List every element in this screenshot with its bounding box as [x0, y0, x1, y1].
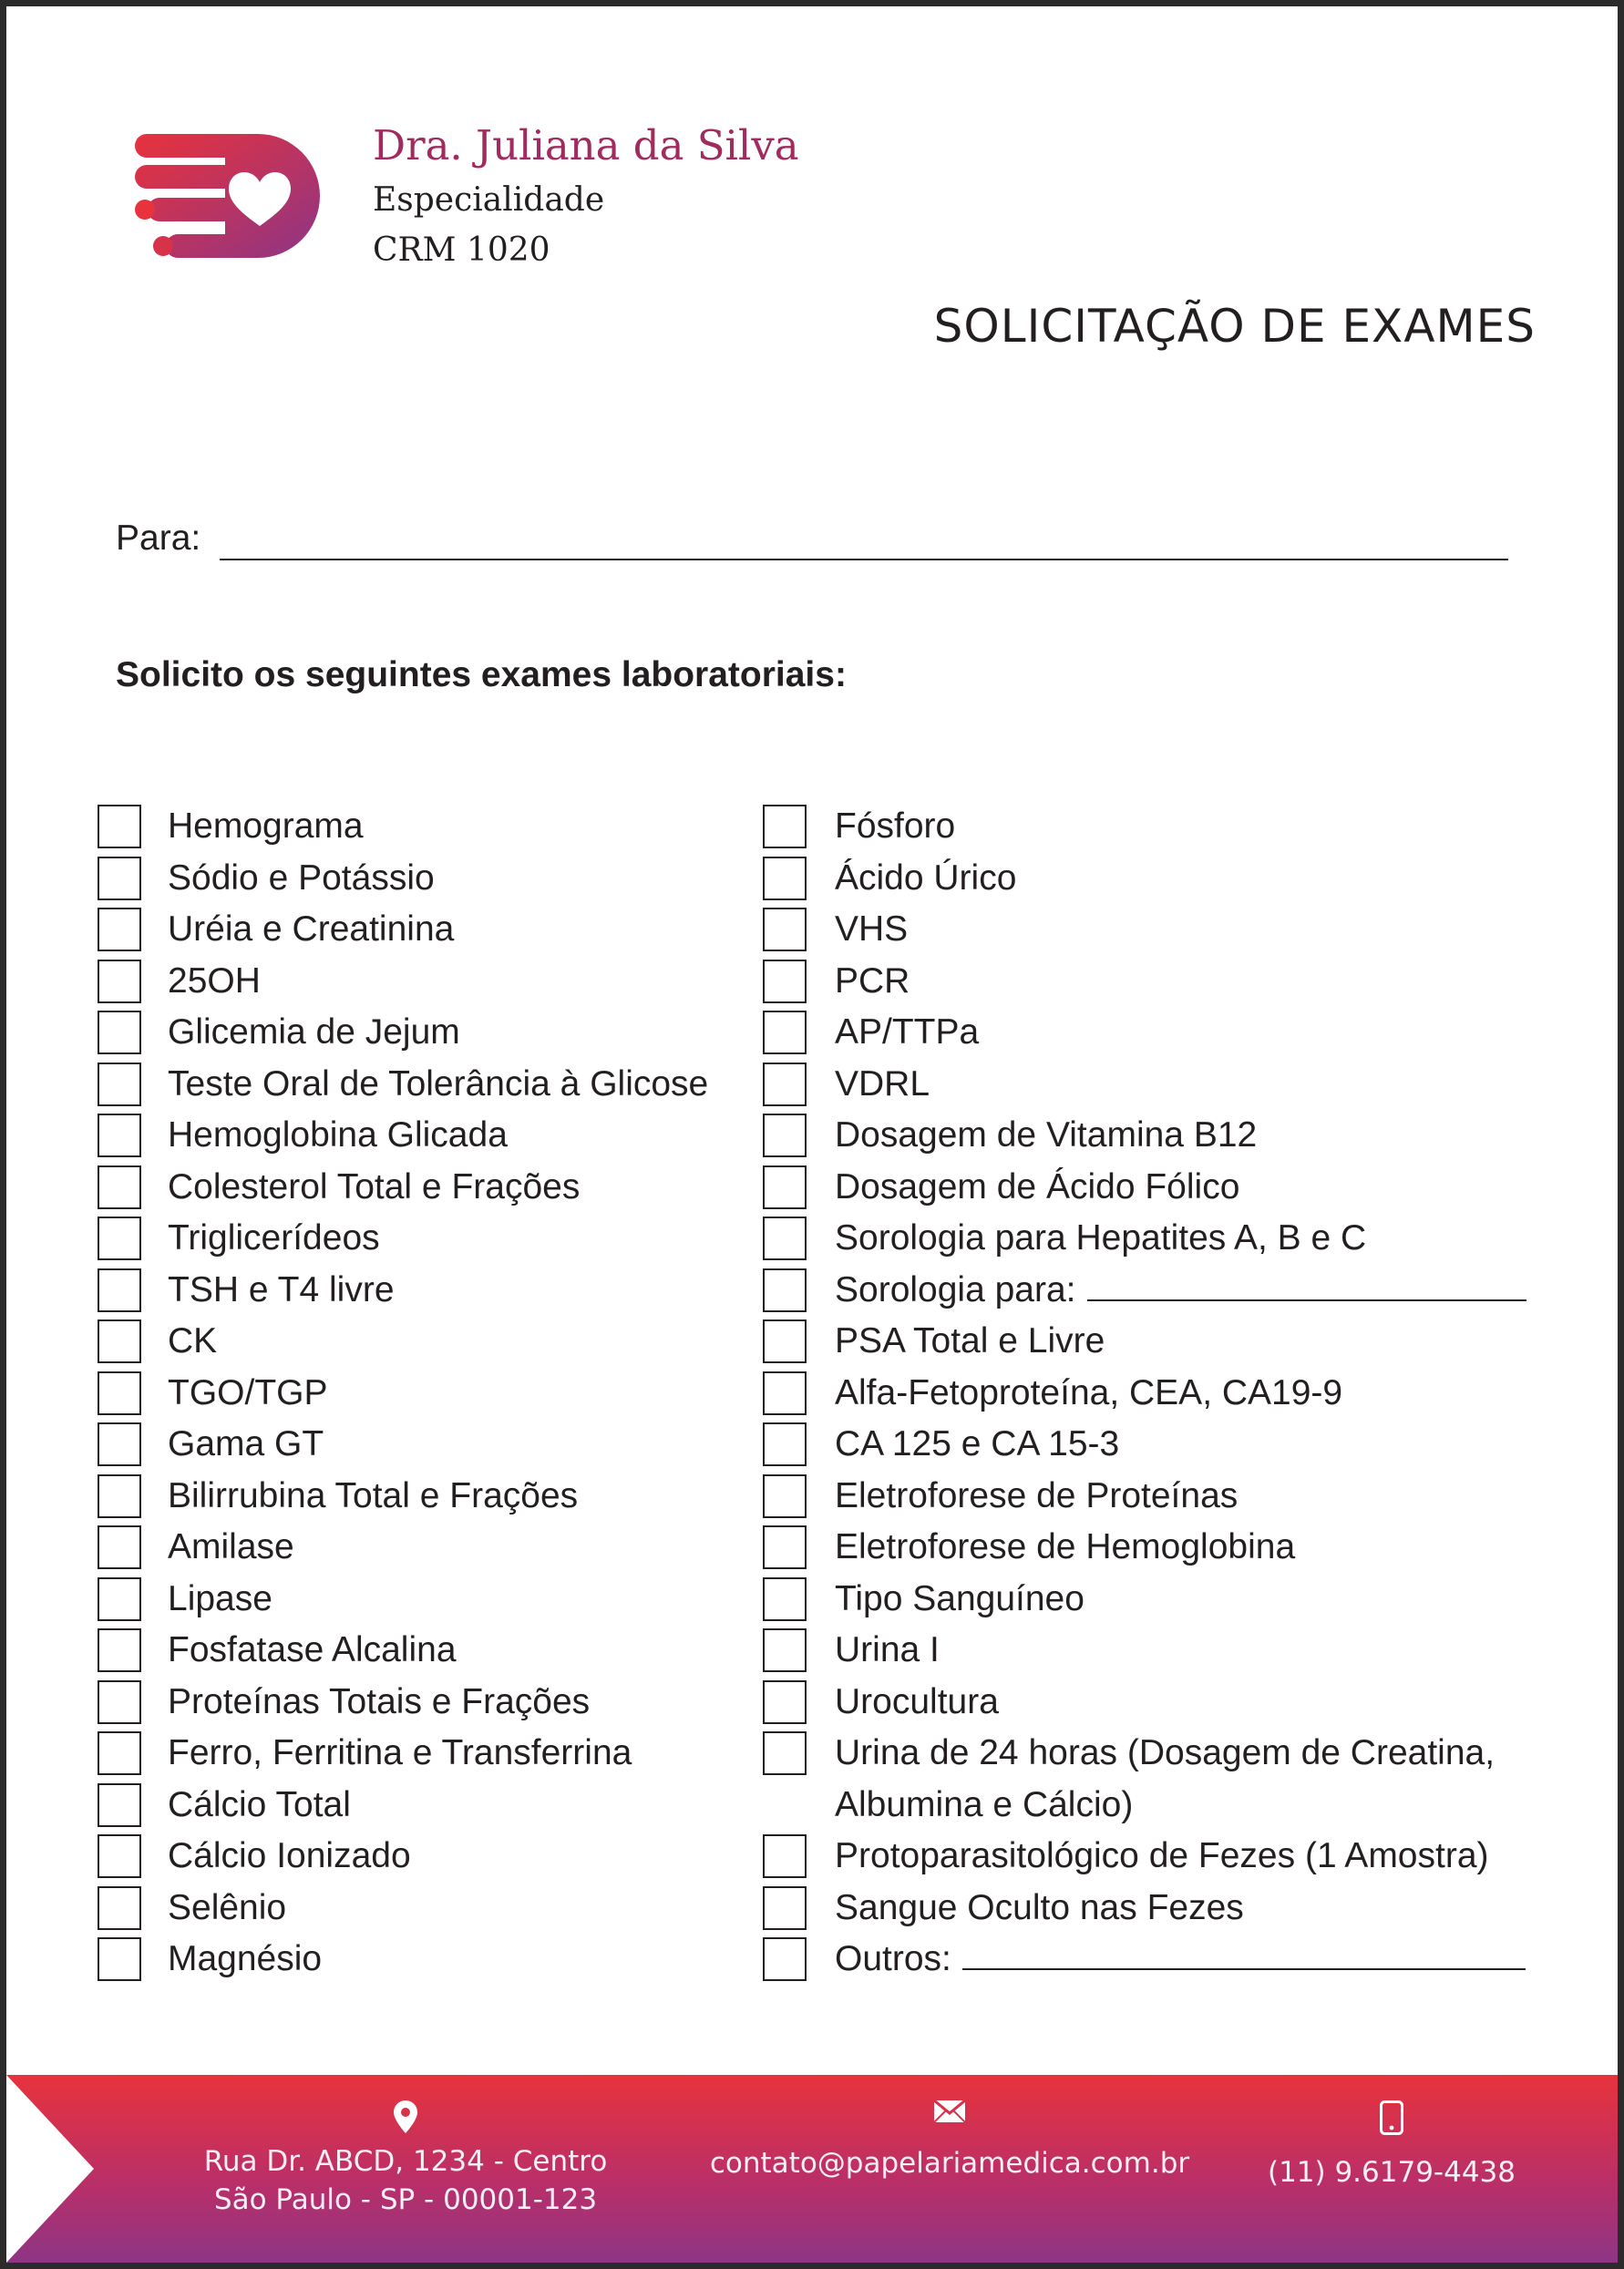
exam-checkbox[interactable] [763, 1165, 807, 1209]
exam-label: Alfa-Fetoproteína, CEA, CA19-9 [835, 1372, 1343, 1412]
location-pin-icon [394, 2100, 417, 2133]
exam-checkbox[interactable] [98, 1937, 141, 1981]
exam-label: Sangue Oculto nas Fezes [835, 1887, 1244, 1927]
exam-label: Eletroforese de Hemoglobina [835, 1527, 1296, 1566]
exam-checkbox[interactable] [763, 1063, 807, 1106]
phone-text[interactable]: (11) 9.6179-4438 [1267, 2156, 1516, 2189]
exam-label: Urina I [835, 1630, 940, 1669]
exam-label: Sódio e Potássio [168, 857, 435, 898]
exam-label: Eletroforese de Proteínas [835, 1475, 1239, 1515]
exam-checkbox[interactable] [763, 1474, 807, 1518]
exam-checkbox[interactable] [98, 1628, 141, 1672]
outros-blank-field[interactable] [962, 1968, 1526, 1970]
exam-label: 25OH [168, 960, 261, 1001]
doctor-name: Dra. Juliana da Silva [373, 121, 799, 169]
exam-checkbox[interactable] [763, 1217, 807, 1260]
exam-checkbox[interactable] [763, 1371, 807, 1415]
exam-label: Uréia e Creatinina [168, 909, 455, 949]
exam-label [835, 1265, 1526, 1317]
exam-label: Bilirrubina Total e Frações [168, 1475, 579, 1515]
exam-checkbox[interactable] [98, 1886, 141, 1930]
exam-checkbox[interactable] [98, 857, 141, 900]
exam-label: Protoparasitológico de Fezes (1 Amostra) [835, 1836, 1489, 1875]
exam-checkbox[interactable] [98, 1834, 141, 1878]
exam-label-line-1: Urina de 24 horas (Dosagem de Creatina, [835, 1733, 1496, 1772]
exam-checkbox[interactable] [98, 1371, 141, 1415]
exam-label: Dosagem de Vitamina B12 [835, 1115, 1258, 1155]
exam-label: Fósforo [835, 806, 956, 846]
email-text[interactable]: contato@papelariamedica.com.br [709, 2147, 1190, 2180]
exam-label: Cálcio Ionizado [168, 1836, 411, 1875]
heart-logo-icon [134, 134, 322, 258]
footer-address [196, 2100, 615, 2219]
exam-checkbox[interactable] [763, 1011, 807, 1054]
exam-label: AP/TTPa [835, 1012, 980, 1052]
exam-label: PSA Total e Livre [835, 1321, 1105, 1360]
exam-label: Amilase [168, 1527, 294, 1566]
exam-checkbox[interactable] [763, 1680, 807, 1724]
exam-label-line-2: Albumina e Cálcio) [835, 1784, 1134, 1824]
exam-label: Proteínas Totais e Frações [168, 1681, 591, 1721]
exam-checkbox[interactable] [763, 1731, 807, 1775]
exam-label: Teste Oral de Tolerância à Glicose [168, 1063, 709, 1104]
document-title: SOLICITAÇÃO DE EXAMES [933, 300, 1536, 353]
exam-checkbox[interactable] [763, 1834, 807, 1878]
exam-label: VHS [835, 909, 909, 949]
footer-bar [6, 2075, 1618, 2263]
exam-label: Urocultura [835, 1681, 999, 1721]
exam-label: VDRL [835, 1063, 930, 1104]
footer-phone [1264, 2100, 1519, 2192]
exam-label: Gama GT [168, 1424, 324, 1463]
exam-checkbox[interactable] [98, 908, 141, 951]
exam-checkbox[interactable] [98, 1165, 141, 1209]
footer-email [708, 2100, 1191, 2182]
exam-checkbox[interactable] [98, 1577, 141, 1621]
exam-label: CA 125 e CA 15-3 [835, 1424, 1120, 1463]
exam-label: Lipase [168, 1578, 272, 1618]
exam-label: Triglicerídeos [168, 1218, 380, 1258]
exam-checkbox[interactable] [98, 1525, 141, 1569]
doctor-crm: CRM 1020 [373, 231, 550, 269]
exam-label: Selênio [168, 1887, 287, 1927]
footer-arrow-notch [6, 2075, 94, 2263]
exam-checkbox[interactable] [98, 1783, 141, 1827]
exam-checkbox[interactable] [98, 1217, 141, 1260]
exam-checkbox[interactable] [763, 1525, 807, 1569]
exam-checkbox[interactable] [763, 1937, 807, 1981]
exam-label: TSH e T4 livre [168, 1269, 395, 1309]
exam-checkbox[interactable] [763, 960, 807, 1003]
doctor-specialty: Especialidade [373, 181, 605, 219]
exam-label: Hemoglobina Glicada [168, 1115, 508, 1155]
exam-label [835, 1934, 1526, 1986]
sorologia-blank-field[interactable] [1087, 1299, 1526, 1301]
intro-text: Solicito os seguintes exames laboratoriais: [116, 655, 847, 694]
exam-checkbox[interactable] [98, 1474, 141, 1518]
recipient-label: Para: [116, 518, 201, 558]
exam-checkbox[interactable] [763, 857, 807, 900]
exam-checkbox[interactable] [98, 805, 141, 848]
exam-label: Tipo Sanguíneo [835, 1578, 1084, 1618]
exam-checkbox[interactable] [98, 1268, 141, 1312]
exam-checkbox[interactable] [763, 1628, 807, 1672]
exam-label [835, 1728, 1495, 1831]
exam-checkbox[interactable] [98, 960, 141, 1003]
exam-label: Fosfatase Alcalina [168, 1630, 457, 1669]
exam-label: CK [168, 1321, 218, 1360]
mobile-phone-icon [1380, 2100, 1403, 2135]
exam-checkbox[interactable] [763, 908, 807, 951]
exam-checkbox[interactable] [763, 1114, 807, 1157]
exam-label: Colesterol Total e Frações [168, 1166, 581, 1206]
sorologia-label: Sorologia para: [835, 1269, 1076, 1309]
exam-label: Glicemia de Jejum [168, 1012, 460, 1052]
exam-checkbox[interactable] [98, 1680, 141, 1724]
exam-checkbox[interactable] [98, 1114, 141, 1157]
exam-checkbox[interactable] [98, 1011, 141, 1054]
exam-checkbox[interactable] [763, 1886, 807, 1930]
exam-label: Cálcio Total [168, 1784, 351, 1824]
recipient-field[interactable] [220, 559, 1508, 560]
envelope-icon [934, 2100, 965, 2122]
exam-checkbox[interactable] [763, 1268, 807, 1312]
exam-label: Dosagem de Ácido Fólico [835, 1166, 1240, 1206]
exam-checkbox[interactable] [98, 1319, 141, 1363]
exam-label: Hemograma [168, 806, 364, 846]
exam-label: Magnésio [168, 1939, 323, 1978]
address-line-2: São Paulo - SP - 00001-123 [213, 2183, 598, 2216]
address-line-1: Rua Dr. ABCD, 1234 - Centro [203, 2145, 608, 2178]
exam-checkbox[interactable] [763, 805, 807, 848]
exam-checkbox[interactable] [763, 1319, 807, 1363]
exam-label: Sorologia para Hepatites A, B e C [835, 1218, 1367, 1258]
exam-label: PCR [835, 960, 910, 1001]
exam-checkbox[interactable] [98, 1731, 141, 1775]
exam-checkbox[interactable] [763, 1422, 807, 1466]
exam-checkbox[interactable] [98, 1063, 141, 1106]
outros-label: Outros: [835, 1939, 951, 1978]
exam-label: Ácido Úrico [835, 857, 1017, 898]
exam-checkbox[interactable] [98, 1422, 141, 1466]
exam-checkbox[interactable] [763, 1577, 807, 1621]
exam-label: Ferro, Ferritina e Transferrina [168, 1733, 632, 1772]
exam-label: TGO/TGP [168, 1372, 328, 1412]
